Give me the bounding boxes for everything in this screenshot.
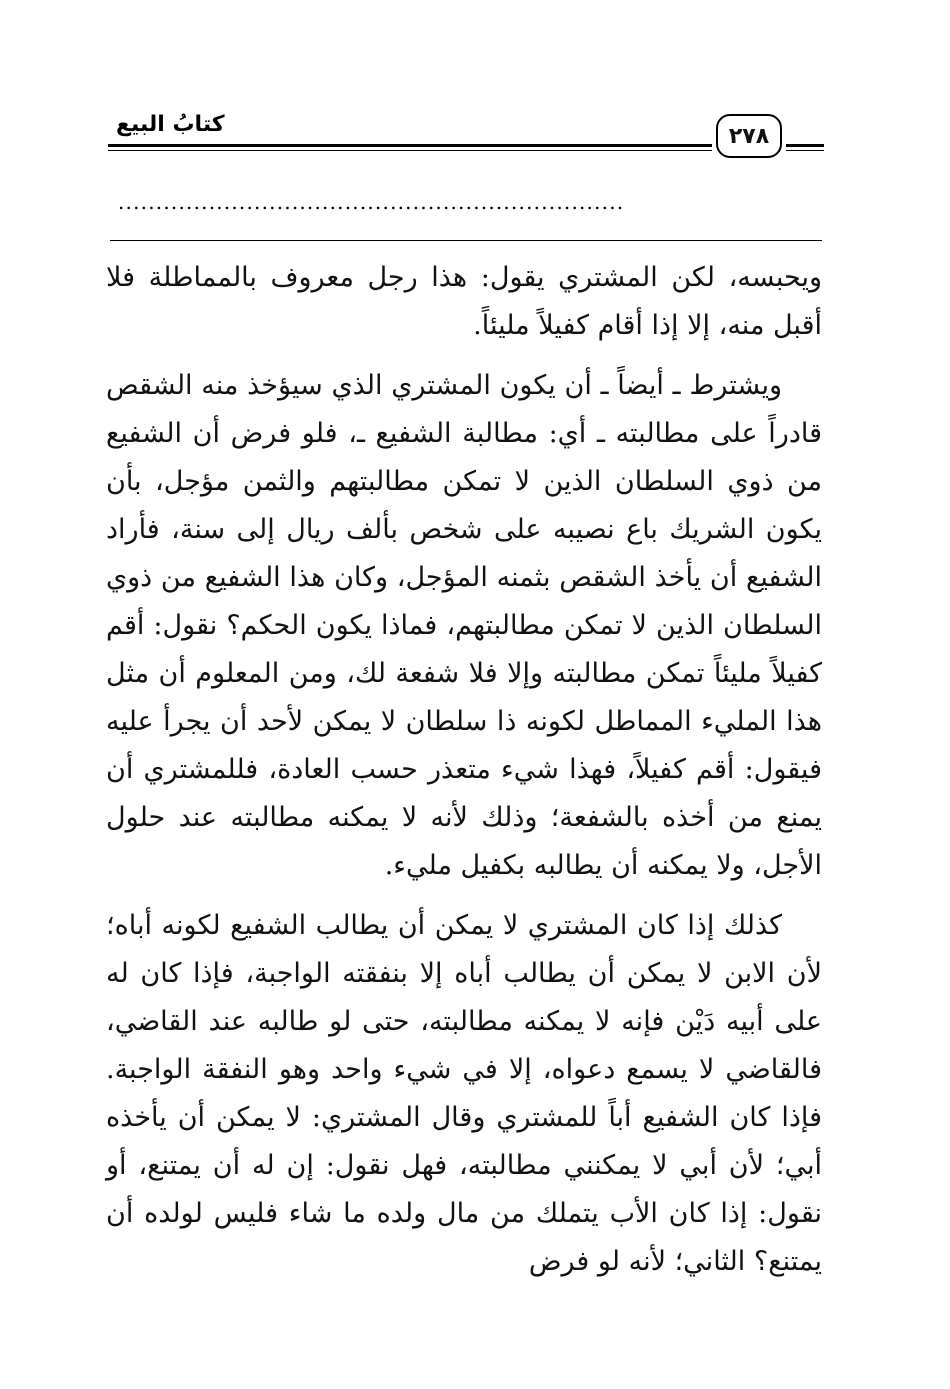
body-text (106, 254, 822, 1298)
page-number: ٢٧٨ (728, 123, 770, 149)
chapter-title: كتابُ البيع (116, 112, 225, 137)
header-rule-thick (108, 144, 712, 147)
header-rule-thin (108, 150, 712, 151)
paragraph: كذلك إذا كان المشتري لا يمكن أن يطالب الشفيع لكونه أباه؛ لأن الابن لا يمكن أن يطالب أباه إلا بنفقته الواجبة، فإذا كان له على أبيه دَيْن فإنه لا يمكنه مطالبته، حتى لو طالبه عند القاضي، فالقاضي لا يسمع دعواه، إلا في شيء واحد وهو النفقة الواجبة. فإذا كان الشفيع أباً للمشتري وقال المشتري: لا يمكن أن يأخذه أبي؛ لأن أبي لا يمكنني مطالبته، فهل نقول: إن له أن يمتنع، أو نقول: إذا كان الأب يتملك من مال ولده ما شاء فليس لولده أن يمتنع؟ الثاني؛ لأنه لو فرض (106, 910, 822, 1277)
running-header (108, 104, 824, 164)
paragraph: ويحبسه، لكن المشتري يقول: هذا رجل معروف بالمماطلة فلا أقبل منه، إلا إذا أقام كفيلاً مليئاً. (106, 262, 822, 341)
header-rule-thick-right (786, 144, 824, 147)
dotted-separator: ................................................................... (118, 190, 625, 214)
header-rule-thin-right (786, 150, 824, 151)
separator-line (110, 240, 822, 241)
page-number-frame (716, 114, 782, 158)
paragraph: ويشترط ـ أيضاً ـ أن يكون المشتري الذي سيؤخذ منه الشقص قادراً على مطالبته ـ أي: مطالبة الشفيع ـ، فلو فرض أن الشفيع من ذوي السلطان الذين لا تمكن مطالبتهم والثمن مؤجل، بأن يكون الشريك باع نصيبه على شخص بألف ريال إلى سنة، فأراد الشفيع أن يأخذ الشقص بثمنه المؤجل، وكان هذا الشفيع من ذوي السلطان الذين لا تمكن مطالبتهم، فماذا يكون الحكم؟ نقول: أقم كفيلاً مليئاً تمكن مطالبته وإلا فلا شفعة لك، ومن المعلوم أن مثل هذا المليء المماطل لكونه ذا سلطان لا يمكن لأحد أن يجرأ عليه فيقول: أقم كفيلاً، فهذا شيء متعذر حسب العادة، فللمشتري أن يمنع من أخذه بالشفعة؛ وذلك لأنه لا يمكنه مطالبته عند حلول الأجل، ولا يمكنه أن يطالبه بكفيل مليء. (106, 370, 822, 881)
